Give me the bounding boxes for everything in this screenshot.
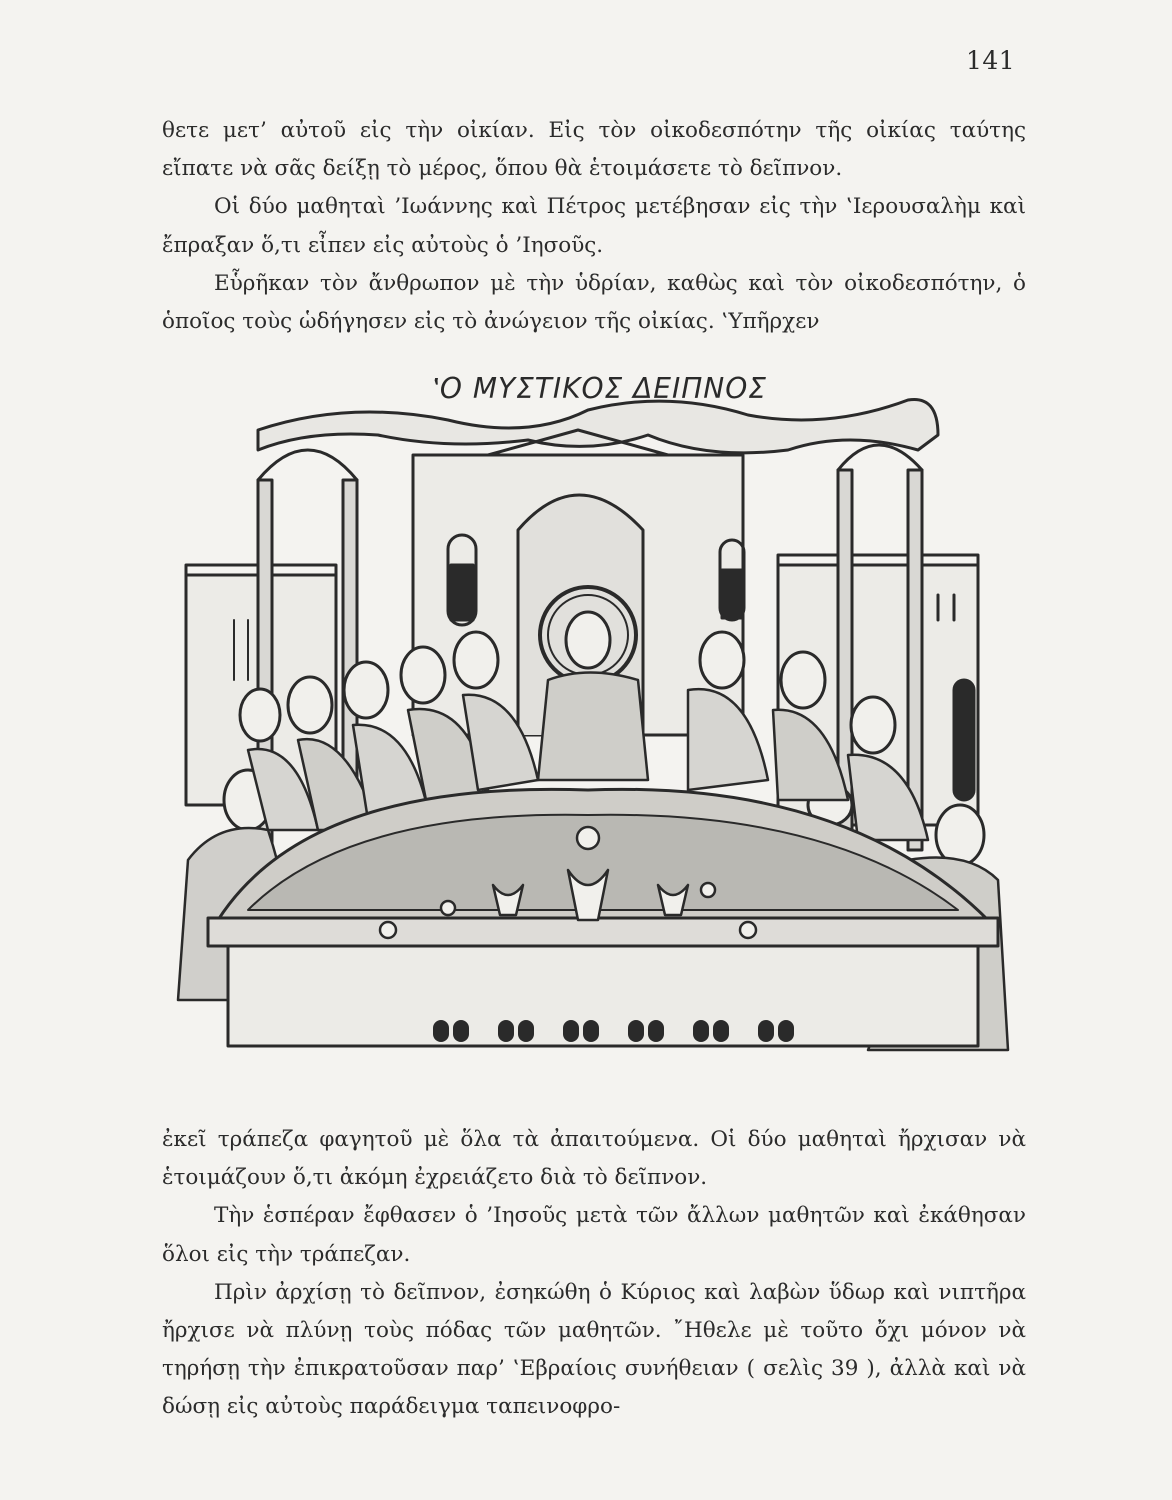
page-number: 141 <box>966 46 1016 75</box>
top-text-block <box>162 112 1026 341</box>
last-supper-illustration <box>148 360 1022 1090</box>
paragraph: Πρὶν ἀρχίσῃ τὸ δεῖπνον, ἐσηκώθη ὁ Κύριος καὶ λαβὼν ὕδωρ καὶ νιπτῆρα ἤρχισε νὰ πλύνῃ τοὺς πόδας τῶν μαθητῶν. ῎Ηθελε μὲ τοῦτο ὄχι μόνον νὰ τηρήσῃ τὴν ἐπικρατοῦσαν παρ’ ‛Εβραίοις συνήθειαν ( σελὶς 39 ), ἀλλὰ καὶ νὰ δώσῃ εἰς αὐτοὺς παράδειγμα ταπεινοφρο- <box>162 1279 1026 1420</box>
illustration-caption: ‛Ο ΜΥΣΤΙΚΟΣ ΔΕΙΠΝΟΣ <box>430 372 767 405</box>
bottom-text-block <box>162 1121 1026 1427</box>
paragraph: Εὗρῆκαν τὸν ἄνθρωπον μὲ τὴν ὑδρίαν, καθὼς καὶ τὸν οἰκοδεσπότην, ὁ ὁποῖος τοὺς ὡδήγησεν εἰς τὸ ἀνώγειον τῆς οἰκίας. ‛Υπῆρχεν <box>162 270 1026 335</box>
drapery <box>258 399 938 452</box>
paragraph: Οἱ δύο μαθηταὶ ’Ιωάννης καὶ Πέτρος μετέβησαν εἰς τὴν ‛Ιερουσαλὴμ καὶ ἔπραξαν ὅ,τι εἶπεν εἰς αὐτοὺς ὁ ’Ιησοῦς. <box>162 194 1026 258</box>
paragraph: ἐκεῖ τράπεζα φαγητοῦ μὲ ὅλα τὰ ἀπαιτούμενα. Οἱ δύο μαθηταὶ ἤρχισαν νὰ ἑτοιμάζουν ὅ,τι ἀκόμη ἐχρειάζετο διὰ τὸ δεῖπνον. <box>162 1127 1026 1191</box>
paragraph: Τὴν ἑσπέραν ἔφθασεν ὁ ’Ιησοῦς μετὰ τῶν ἄλλων μαθητῶν καὶ ἐκάθησαν ὅλοι εἰς τὴν τράπεζαν. <box>162 1203 1026 1267</box>
paragraph: θετε μετ’ αὐτοῦ εἰς τὴν οἰκίαν. Εἰς τὸν οἰκοδεσπότην τῆς οἰκίας ταύτης εἴπατε νὰ σᾶς δείξῃ τὸ μέρος, ὅπου θὰ ἑτοιμάσετε τὸ δεῖπνον. <box>162 118 1026 182</box>
